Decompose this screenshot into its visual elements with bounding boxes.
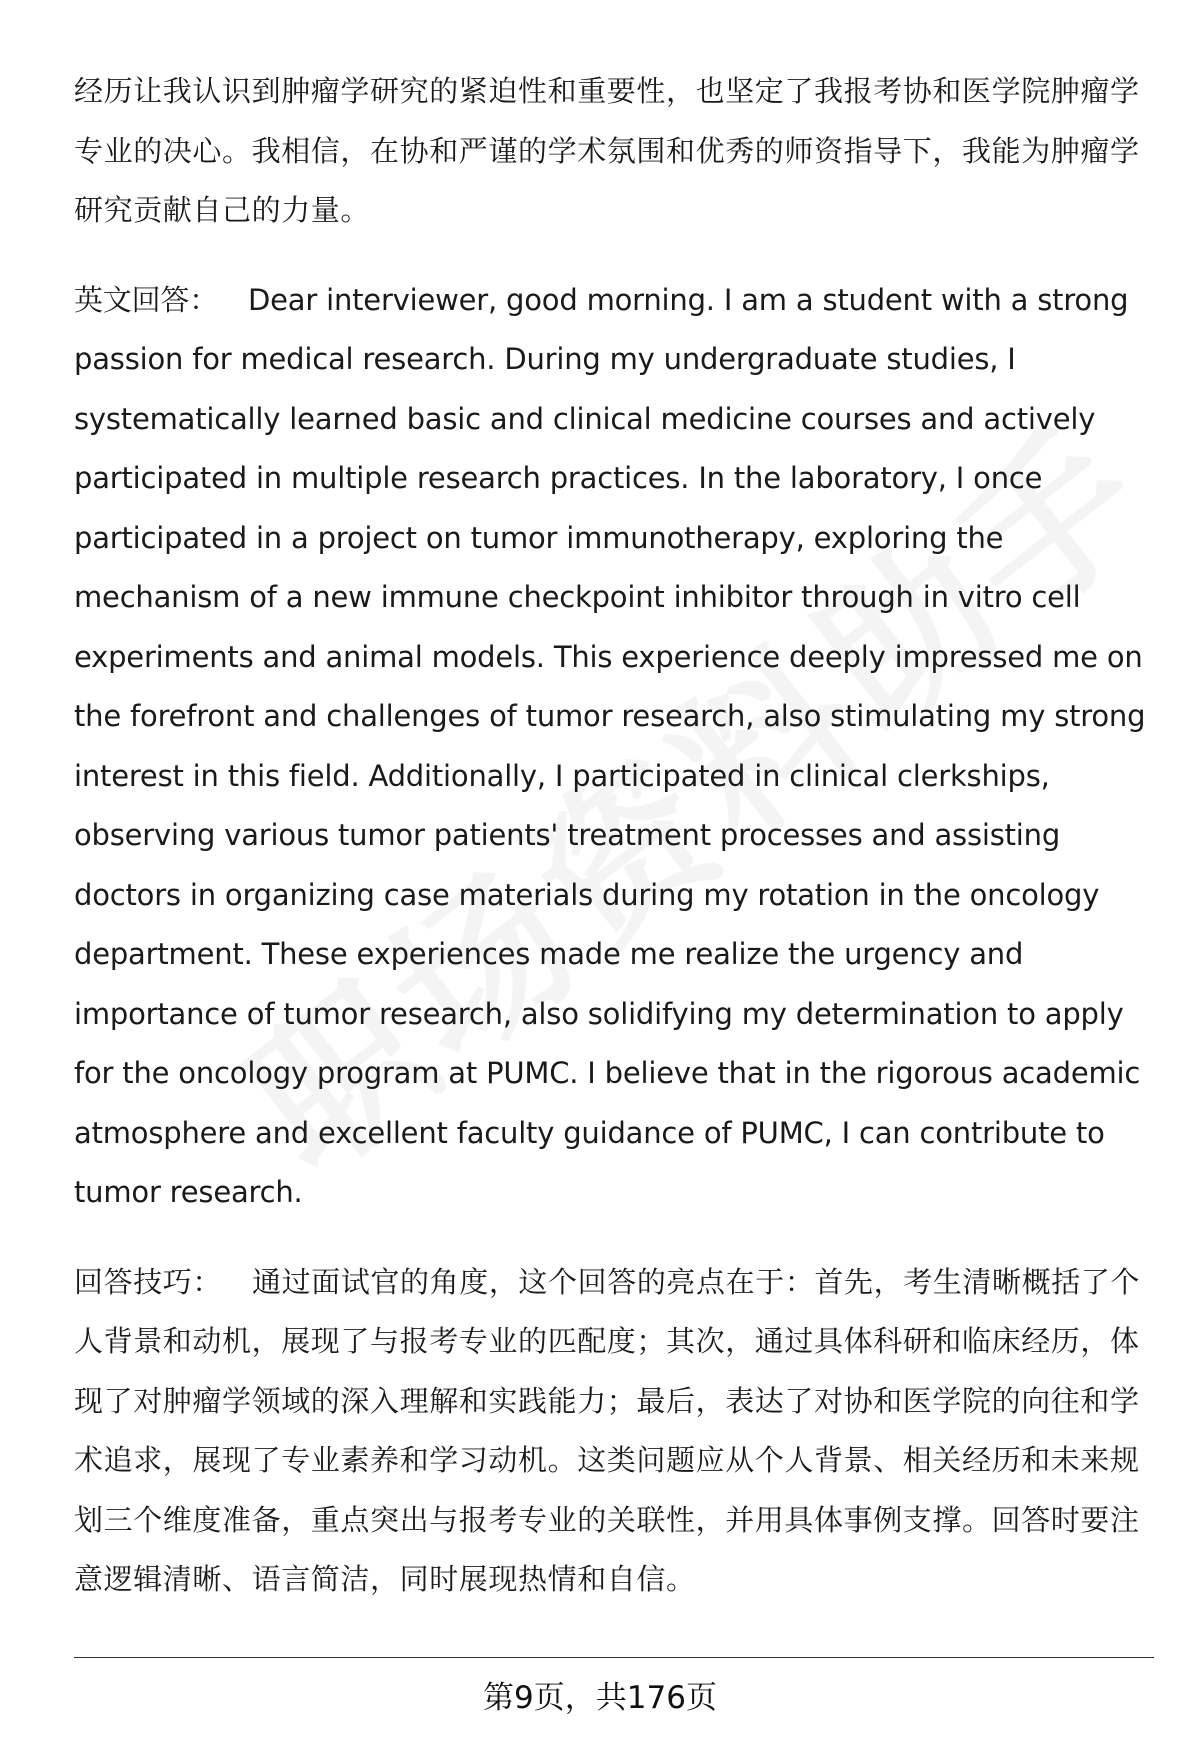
paragraph-continuation: 经历让我认识到肿瘤学研究的紧迫性和重要性，也坚定了我报考协和医学院肿瘤学专业的决心。我相信，在协和严谨的学术氛围和优秀的师资指导下，我能为肿瘤学研究贡献自己的力量。 bbox=[74, 74, 1140, 227]
footer-divider bbox=[74, 1657, 1154, 1658]
english-answer-text: Dear interviewer, good morning. I am a student with a strong passion for medical research. During my undergraduate studies, I systematically learned basic and clinical medicine courses and actively participated in multiple research practices. In the laboratory, I once participated in a project on tumor immunotherapy, exploring the mechanism of a new immune checkpoint inhibitor through in vitro cell experiments and animal models. This experience deeply impressed me on the forefront and challenges of tumor research, also stimulating my strong interest in this field. Additionally, I participated in clinical clerkships, observing various tumor patients' treatment processes and assisting doctors in organizing case materials during my rotation in the oncology department. These experiences made me realize the urgency and importance of tumor research, also solidifying my determination to apply for the oncology program at PUMC. I believe that in the rigorous academic atmosphere and excellent faculty guidance of PUMC, I can contribute to tumor research. bbox=[74, 282, 1146, 1209]
paragraph-english-answer bbox=[74, 271, 1154, 1223]
page-number: 第9页，共176页 bbox=[483, 1680, 717, 1716]
answer-tips-label: 回答技巧： bbox=[74, 1264, 223, 1299]
paragraph-answer-tips bbox=[74, 1253, 1154, 1610]
page-content bbox=[74, 62, 1154, 1640]
answer-tips-text: 通过面试官的角度，这个回答的亮点在于：首先，考生清晰概括了个人背景和动机，展现了与报考专业的匹配度；其次，通过具体科研和临床经历，体现了对肿瘤学领域的深入理解和实践能力；最后，表达了对协和医学院的向往和学术追求，展现了专业素养和学习动机。这类问题应从个人背景、相关经历和未来规划三个维度准备，重点突出与报考专业的关联性，并用具体事例支撑。回答时要注意逻辑清晰、语言简洁，同时展现热情和自信。 bbox=[74, 1264, 1141, 1596]
english-answer-label: 英文回答： bbox=[74, 282, 219, 317]
